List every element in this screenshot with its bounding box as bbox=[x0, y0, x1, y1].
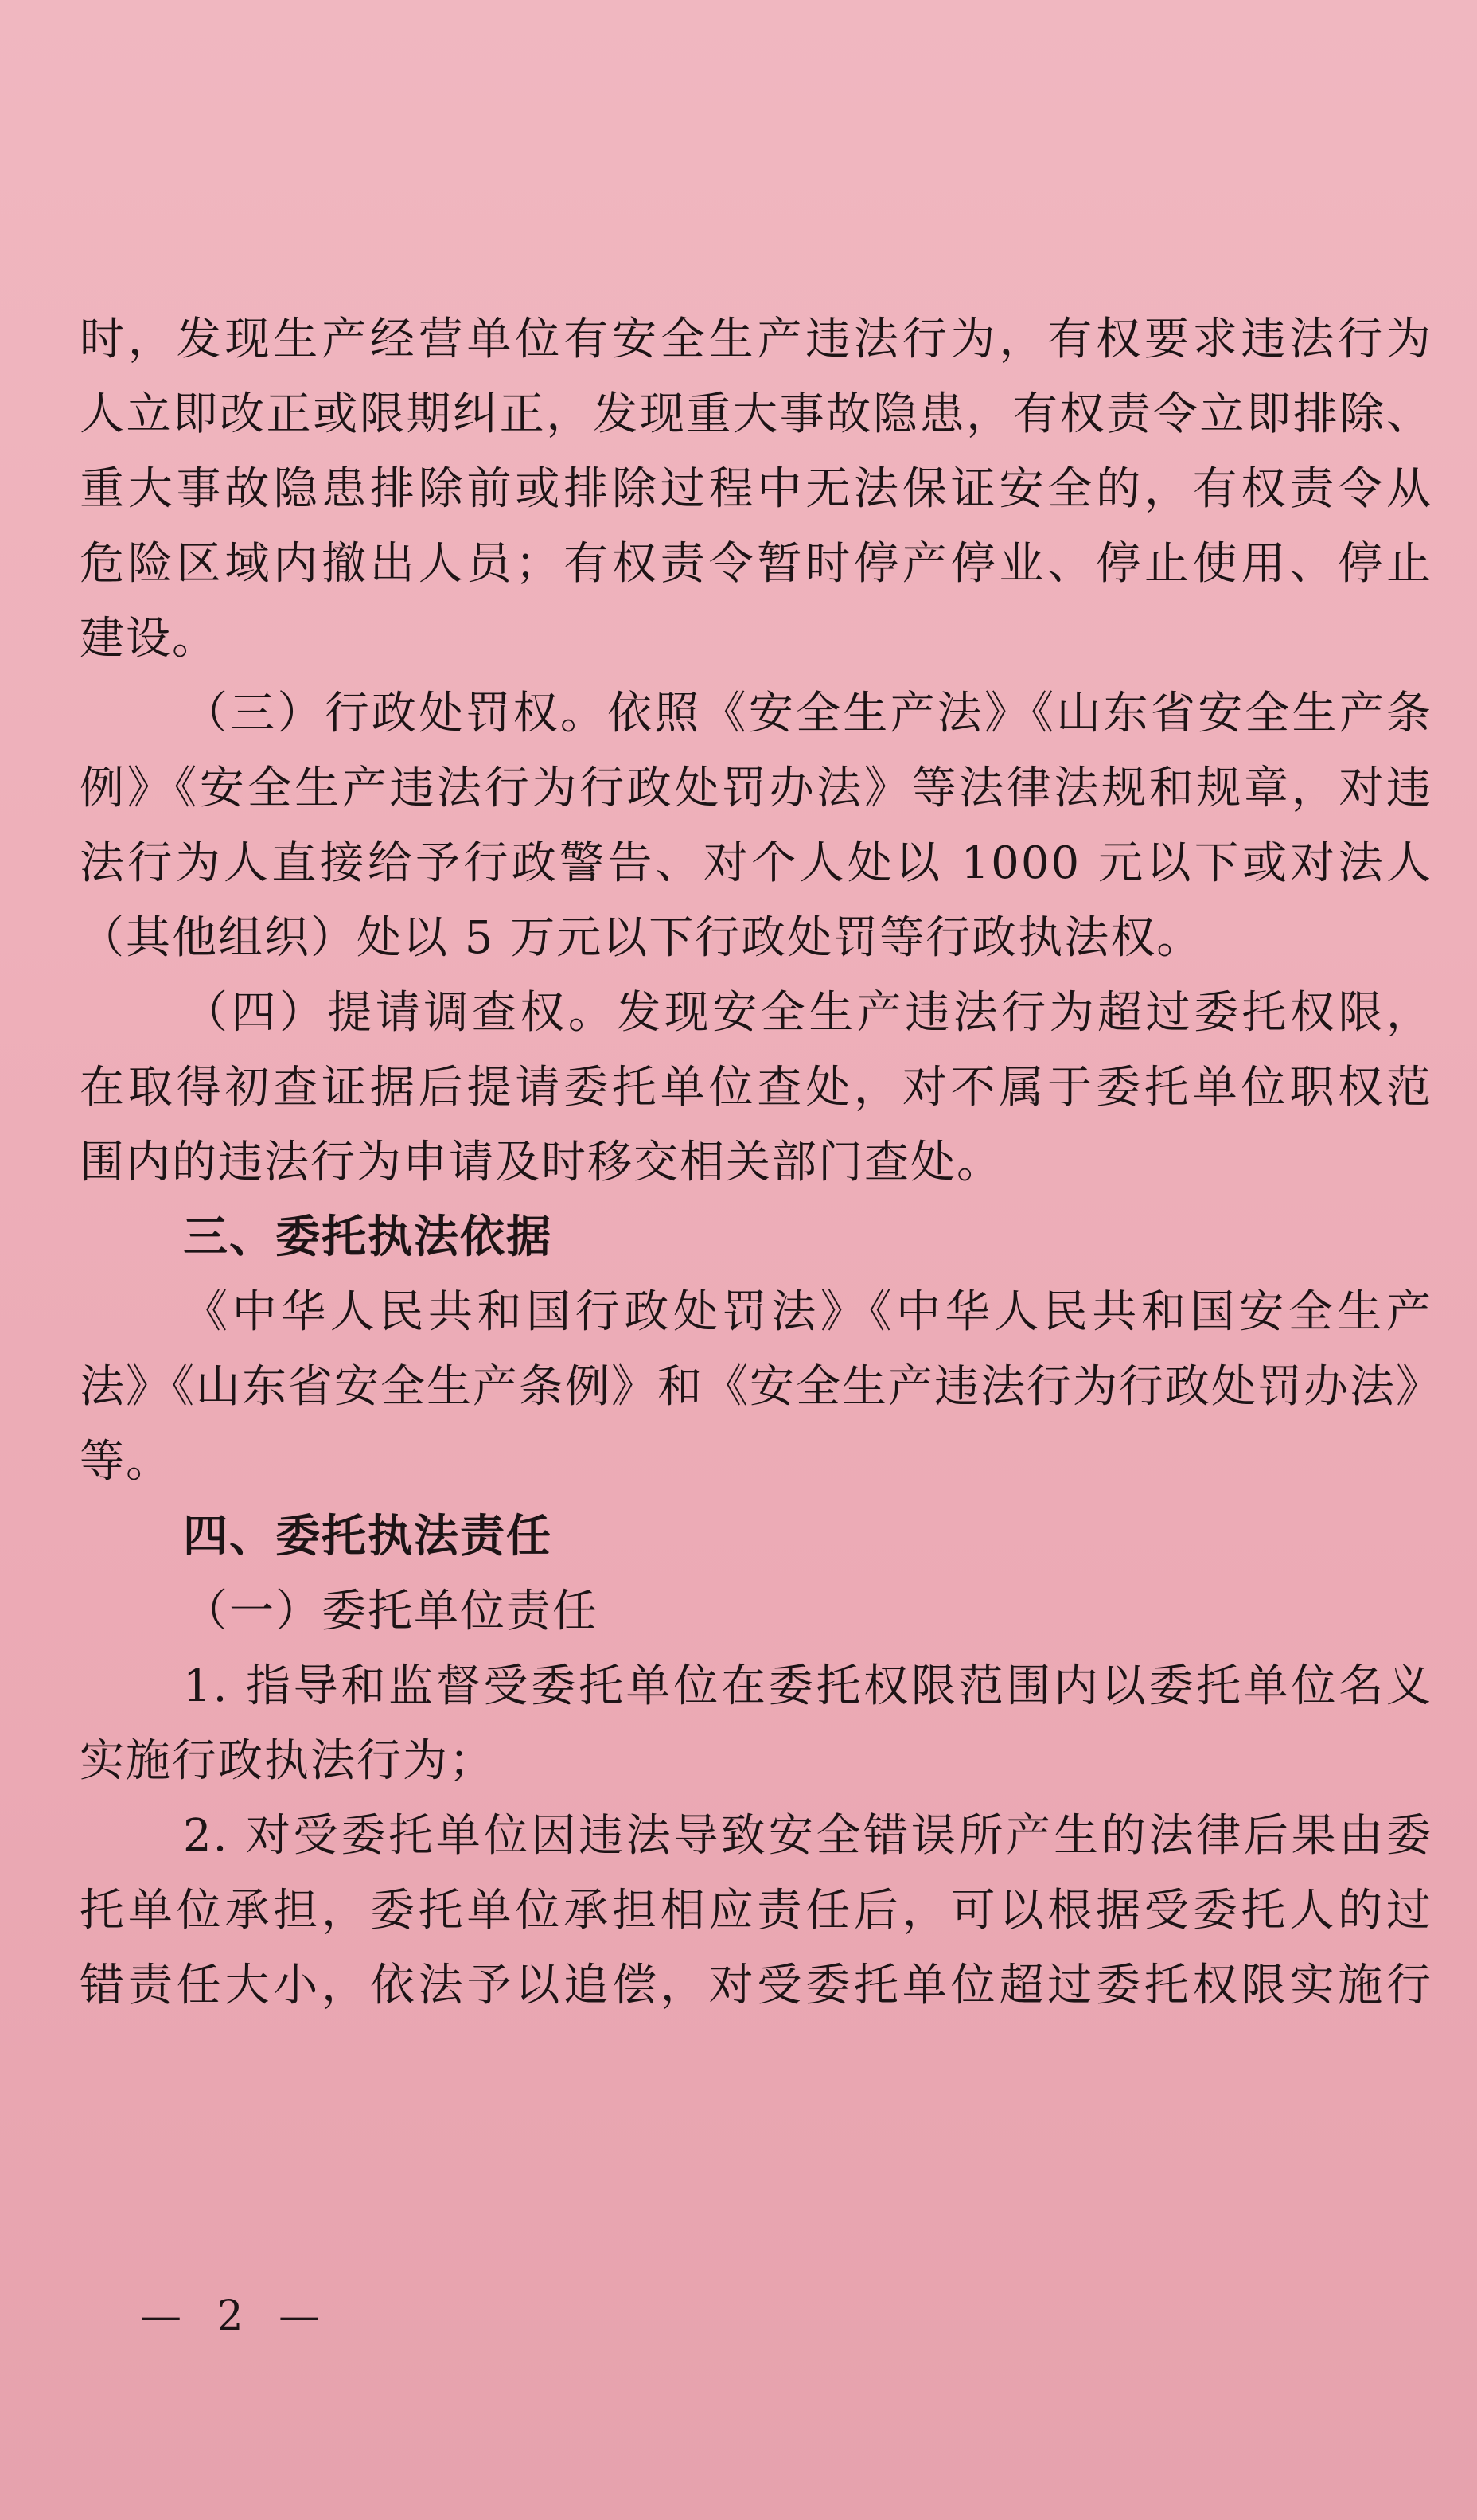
text-line: （三）行政处罚权。依照《安全生产法》《山东省安全生产条 bbox=[183, 688, 1432, 739]
text-line: 建设。 bbox=[80, 613, 218, 665]
text-line: 法行为人直接给予行政警告、对个人处以 1000 元以下或对法人 bbox=[80, 837, 1432, 889]
sub-heading: （一）委托单位责任 bbox=[183, 1586, 598, 1637]
section-heading: 三、委托执法依据 bbox=[183, 1211, 552, 1263]
text-line: 《中华人民共和国行政处罚法》《中华人民共和国安全生产 bbox=[183, 1286, 1432, 1338]
paragraph-legal-basis bbox=[80, 1275, 1442, 1500]
paragraph-item-1 bbox=[80, 1649, 1432, 1799]
text-line: 实施行政执法行为； bbox=[80, 1735, 495, 1787]
page-number: — 2 — bbox=[140, 2292, 332, 2340]
text-line: （四）提请调查权。发现安全生产违法行为超过委托权限， bbox=[183, 987, 1432, 1039]
text-line: 危险区域内撤出人员；有权责令暂时停产停业、停止使用、停止 bbox=[80, 538, 1432, 590]
section-heading-responsibility bbox=[80, 1500, 1432, 1574]
section-heading: 四、委托执法责任 bbox=[183, 1511, 552, 1562]
text-line: 等。 bbox=[80, 1436, 172, 1488]
text-line: 托单位承担，委托单位承担相应责任后，可以根据受委托人的过 bbox=[80, 1885, 1432, 1937]
text-line: 人立即改正或限期纠正，发现重大事故隐患，有权责令立即排除、 bbox=[80, 388, 1432, 440]
text-line: 法》《山东省安全生产条例》和《安全生产违法行为行政处罚办法》 bbox=[80, 1361, 1442, 1413]
document-body bbox=[80, 302, 1442, 2023]
text-line: 1. 指导和监督受委托单位在委托权限范围内以委托单位名义 bbox=[183, 1660, 1432, 1712]
text-line: 重大事故隐患排除前或排除过程中无法保证安全的，有权责令从 bbox=[80, 463, 1432, 515]
sub-heading-entrusting-unit bbox=[80, 1574, 1432, 1649]
text-line: （其他组织）处以 5 万元以下行政处罚等行政执法权。 bbox=[80, 912, 1203, 964]
paragraph-enforcement-measures bbox=[80, 302, 1432, 677]
text-line: 错责任大小，依法予以追偿，对受委托单位超过委托权限实施行 bbox=[80, 1960, 1432, 2011]
text-line: 例》《安全生产违法行为行政处罚办法》等法律法规和规章，对违 bbox=[80, 763, 1432, 814]
paragraph-investigation-request bbox=[80, 976, 1432, 1200]
text-line: 围内的违法行为申请及时移交相关部门查处。 bbox=[80, 1137, 1003, 1188]
paragraph-administrative-penalty bbox=[80, 677, 1432, 976]
text-line: 2. 对受委托单位因违法导致安全错误所产生的法律后果由委 bbox=[183, 1810, 1432, 1862]
text-line: 在取得初查证据后提请委托单位查处，对不属于委托单位职权范 bbox=[80, 1062, 1432, 1114]
paragraph-item-2 bbox=[80, 1799, 1432, 2023]
text-line: 时，发现生产经营单位有安全生产违法行为，有权要求违法行为 bbox=[80, 314, 1432, 365]
section-heading-basis bbox=[80, 1200, 1432, 1275]
